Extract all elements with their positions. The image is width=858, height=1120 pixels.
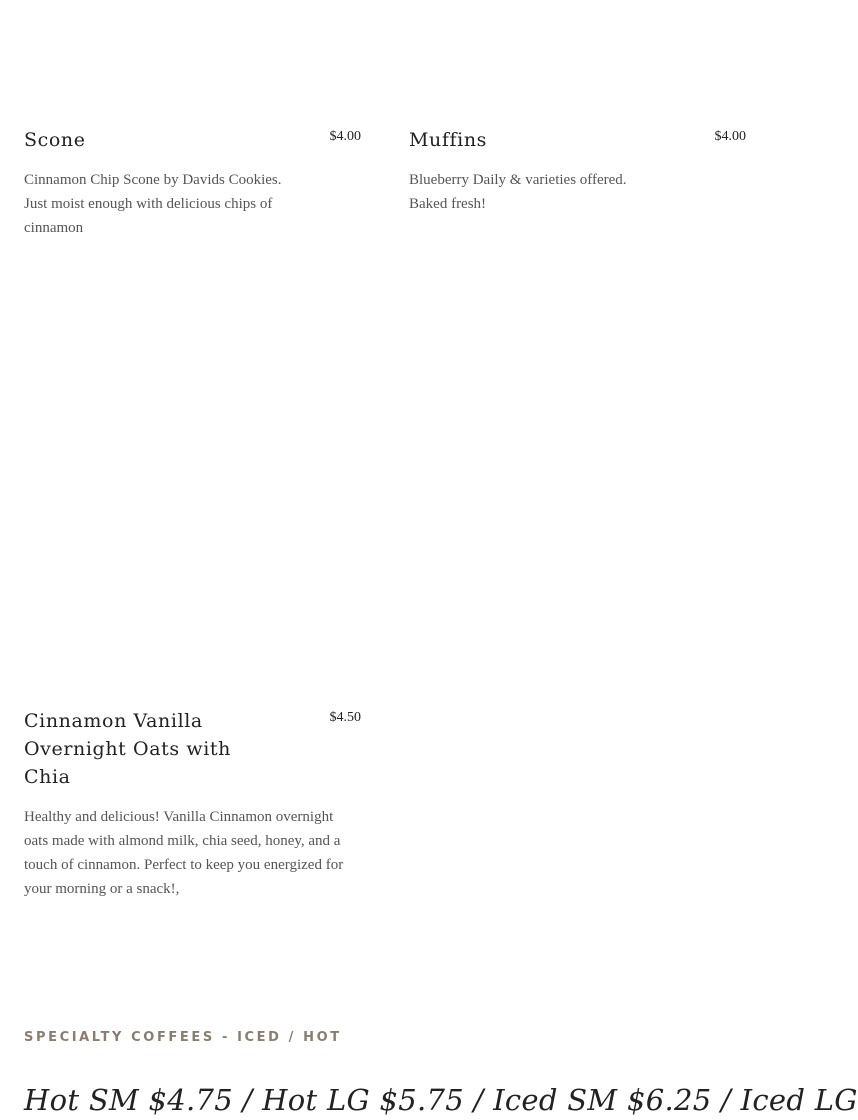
menu-item-overnight-oats (24, 707, 361, 901)
section-title: SPECIALTY COFFEES - ICED / HOT (24, 1030, 342, 1045)
menu-item-description: Cinnamon Chip Scone by Davids Cookies. Just moist enough with delicious chips of cinnamon (24, 172, 282, 236)
menu-item-name: Muffins (409, 129, 488, 151)
section-pricing-heading: Hot SM $4.75 / Hot LG $5.75 / Iced SM $6.25 / Iced LG (24, 1083, 858, 1117)
menu-item-muffins (409, 126, 746, 216)
menu-item-name: Cinnamon Vanilla Overnight Oats with Chia (24, 710, 231, 788)
menu-item-header (409, 126, 746, 154)
menu-item-price: $4.00 (714, 129, 746, 144)
menu-item-scone (24, 126, 361, 240)
menu-item-name: Scone (24, 129, 86, 151)
menu-item-header (24, 707, 361, 791)
menu-item-price: $4.50 (329, 710, 361, 725)
menu-item-price: $4.00 (329, 129, 361, 144)
menu-item-description: Healthy and delicious! Vanilla Cinnamon overnight oats made with almond milk, chia seed, honey, and a touch of cinnamon. Perfect to keep you energized for your morning or a snack!, (24, 809, 344, 897)
menu-item-header (24, 126, 361, 154)
menu-item-description: Blueberry Daily & varieties offered. Baked fresh! (409, 172, 627, 212)
